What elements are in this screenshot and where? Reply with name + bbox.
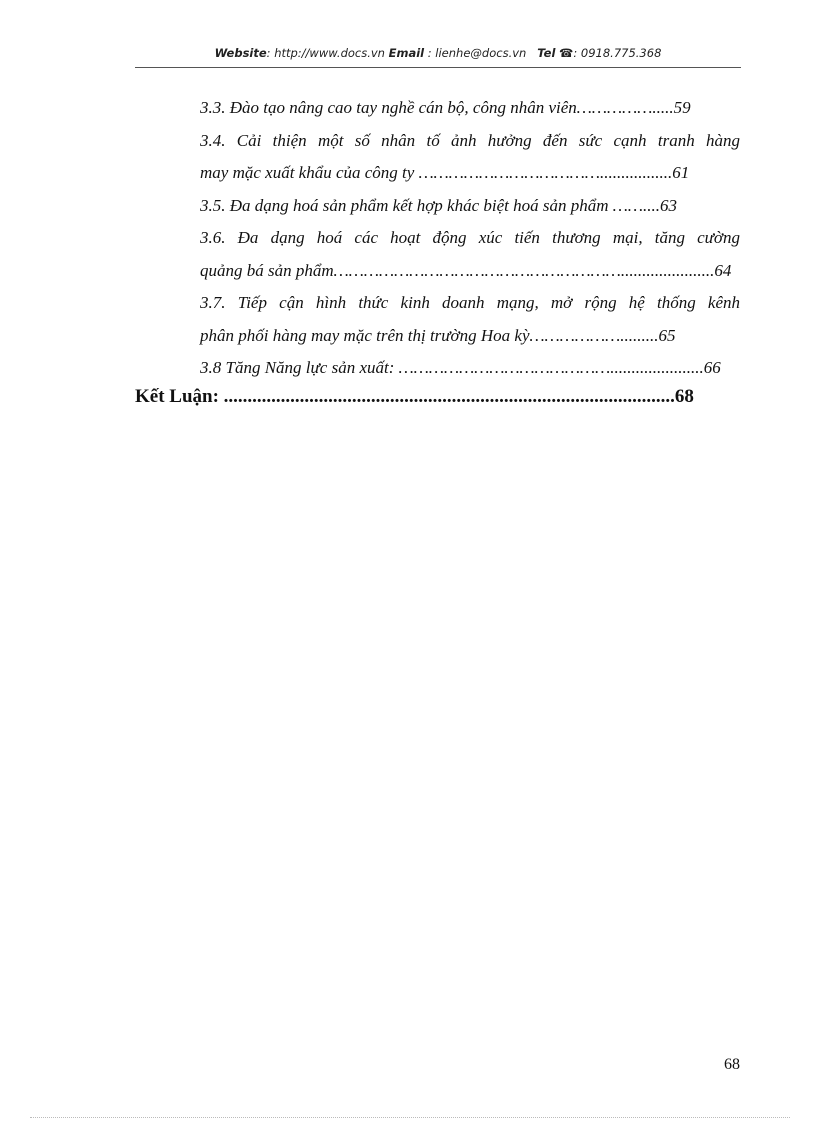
toc-entry-3-8: 3.8 Tăng Năng lực sản xuất: ……………………………………......................66 [200, 358, 721, 377]
table-of-contents [200, 92, 740, 385]
toc-entry-3-4-cont: may mặc xuất khẩu của công ty ……………………………….................61 [200, 163, 690, 182]
toc-entry-3-3: 3.3. Đào tạo nâng cao tay nghề cán bộ, công nhân viên…………….....59 [200, 98, 691, 117]
tel-label: Tel [537, 46, 556, 60]
phone-icon: ☎ [559, 46, 574, 60]
page-header [135, 46, 741, 66]
toc-entry-3-6: 3.6. Đa dạng hoá các hoạt động xúc tiến thương mại, tăng cường [200, 228, 740, 247]
tel-value: : 0918.775.368 [573, 46, 662, 60]
email-label: Email [388, 46, 425, 60]
toc-entry-3-7-cont: phân phối hàng may mặc trên thị trường Hoa kỳ……………….........65 [200, 325, 676, 345]
website-value: : http://www.docs.vn [266, 46, 385, 60]
toc-entry-3-7: 3.7. Tiếp cận hình thức kinh doanh mạng, mở rộng hệ thống kênh [200, 293, 740, 312]
page-bottom-divider [30, 1117, 790, 1118]
email-value: : lienhe@docs.vn [424, 46, 527, 60]
website-label: Website [214, 46, 267, 60]
toc-entry-3-4: 3.4. Cải thiện một số nhân tố ảnh hưởng đến sức cạnh tranh hàng [200, 130, 740, 150]
page-number: 68 [724, 1056, 740, 1073]
toc-entry-3-6-cont: quảng bá sản phẩm…………………………………………………......................64 [200, 260, 732, 280]
toc-entry-conclusion: Kết Luận: ...............................................................................................68 [135, 386, 694, 407]
toc-entry-3-5: 3.5. Đa dạng hoá sản phẩm kết hợp khác biệt hoá sản phẩm ……....63 [200, 195, 678, 215]
header-rule [135, 67, 741, 68]
